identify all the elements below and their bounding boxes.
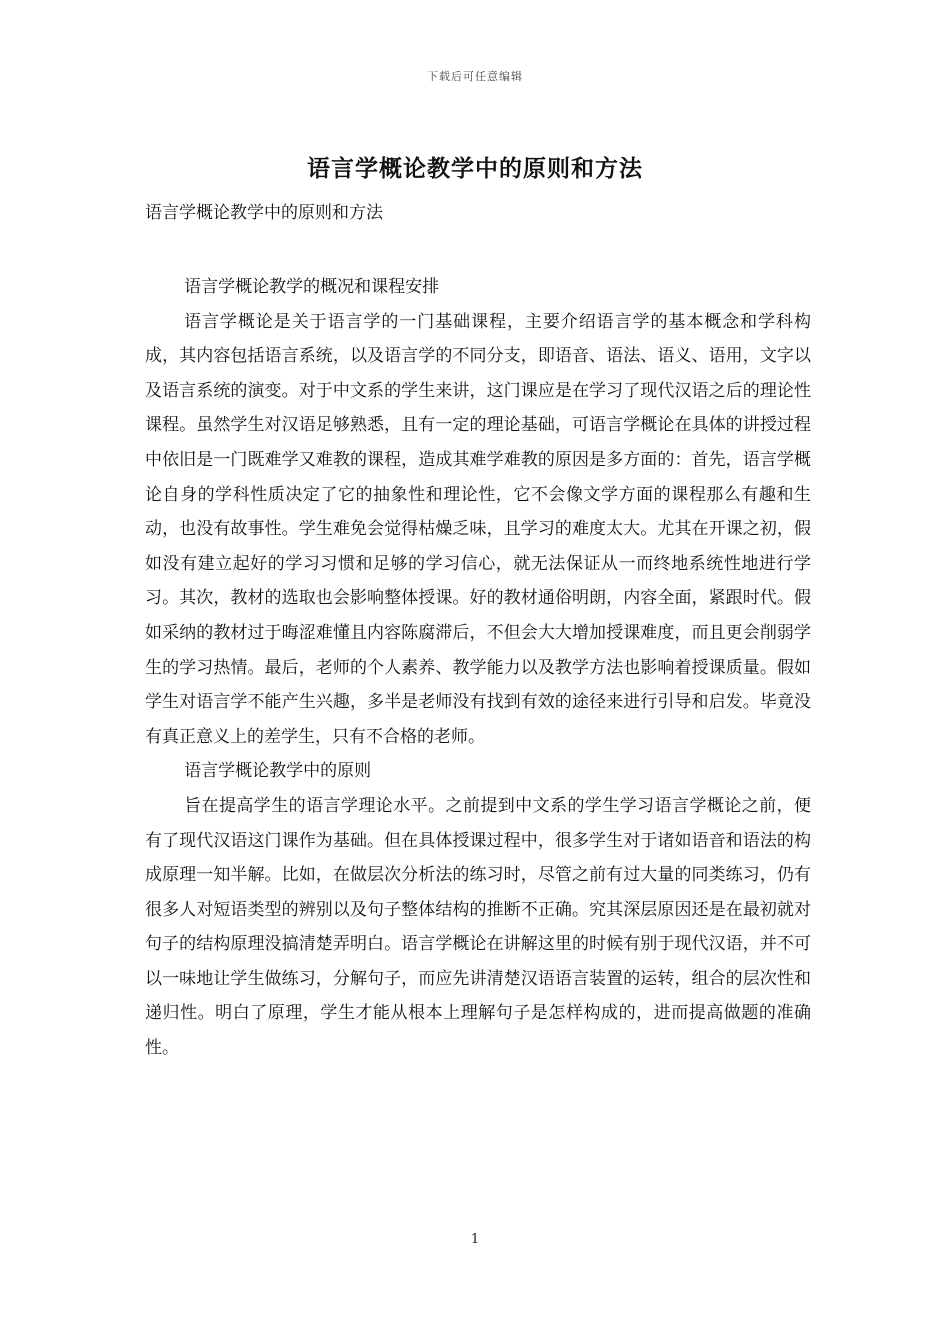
document-body [145, 270, 811, 1066]
section-paragraph-principles: 旨在提高学生的语言学理论水平。之前提到中文系的学生学习语言学概论之前，便有了现代汉语这门课作为基础。但在具体授课过程中，很多学生对于诸如语音和语法的构成原理一知半解。比如，在做层次分析法的练习时，尽管之前有过大量的同类练习，仍有很多人对短语类型的辨别以及句子整体结构的推断不正确。究其深层原因还是在最初就对句子的结构原理没搞清楚弄明白。语言学概论在讲解这里的时候有别于现代汉语，并不可以一味地让学生做练习，分解句子，而应先讲清楚汉语语言装置的运转，组合的层次性和递归性。明白了原理，学生才能从根本上理解句子是怎样构成的，进而提高做题的准确性。 [145, 795, 811, 1059]
section-heading-overview: 语言学概论教学的概况和课程安排 [184, 277, 440, 297]
document-subtitle: 语言学概论教学中的原则和方法 [145, 203, 383, 223]
section-heading-principles: 语言学概论教学中的原则 [184, 761, 372, 782]
header-note: 下载后可任意编辑 [427, 70, 523, 83]
section-paragraph-overview: 语言学概论是关于语言学的一门基础课程，主要介绍语言学的基本概念和学科构成，其内容包括语言系统，以及语言学的不同分支，即语音、语法、语义、语用，文字以及语言系统的演变。对于中文系的学生来讲，这门课应是在学习了现代汉语之后的理论性课程。虽然学生对汉语足够熟悉，且有一定的理论基础，可语言学概论在具体的讲授过程中依旧是一门既难学又难教的课程，造成其难学难教的原因是多方面的：首先，语言学概论自身的学科性质决定了它的抽象性和理论性，它不会像文学方面的课程那么有趣和生动，也没有故事性。学生难免会觉得枯燥乏味，且学习的难度太大。尤其在开课之初，假如没有建立起好的学习习惯和足够的学习信心，就无法保证从一而终地系统性地进行学习。其次，教材的选取也会影响整体授课。好的教材通俗明朗，内容全面，紧跟时代。假如采纳的教材过于晦涩难懂且内容陈腐滞后，不但会大大增加授课难度，而且更会削弱学生的学习热情。最后，老师的个人素养、教学能力以及教学方法也影响着授课质量。假如学生对语言学不能产生兴趣，多半是老师没有找到有效的途径来进行引导和启发。毕竟没有真正意义上的差学生，只有不合格的老师。 [145, 311, 811, 747]
document-title: 语言学概论教学中的原则和方法 [307, 155, 643, 182]
page-number: 1 [470, 1232, 480, 1247]
